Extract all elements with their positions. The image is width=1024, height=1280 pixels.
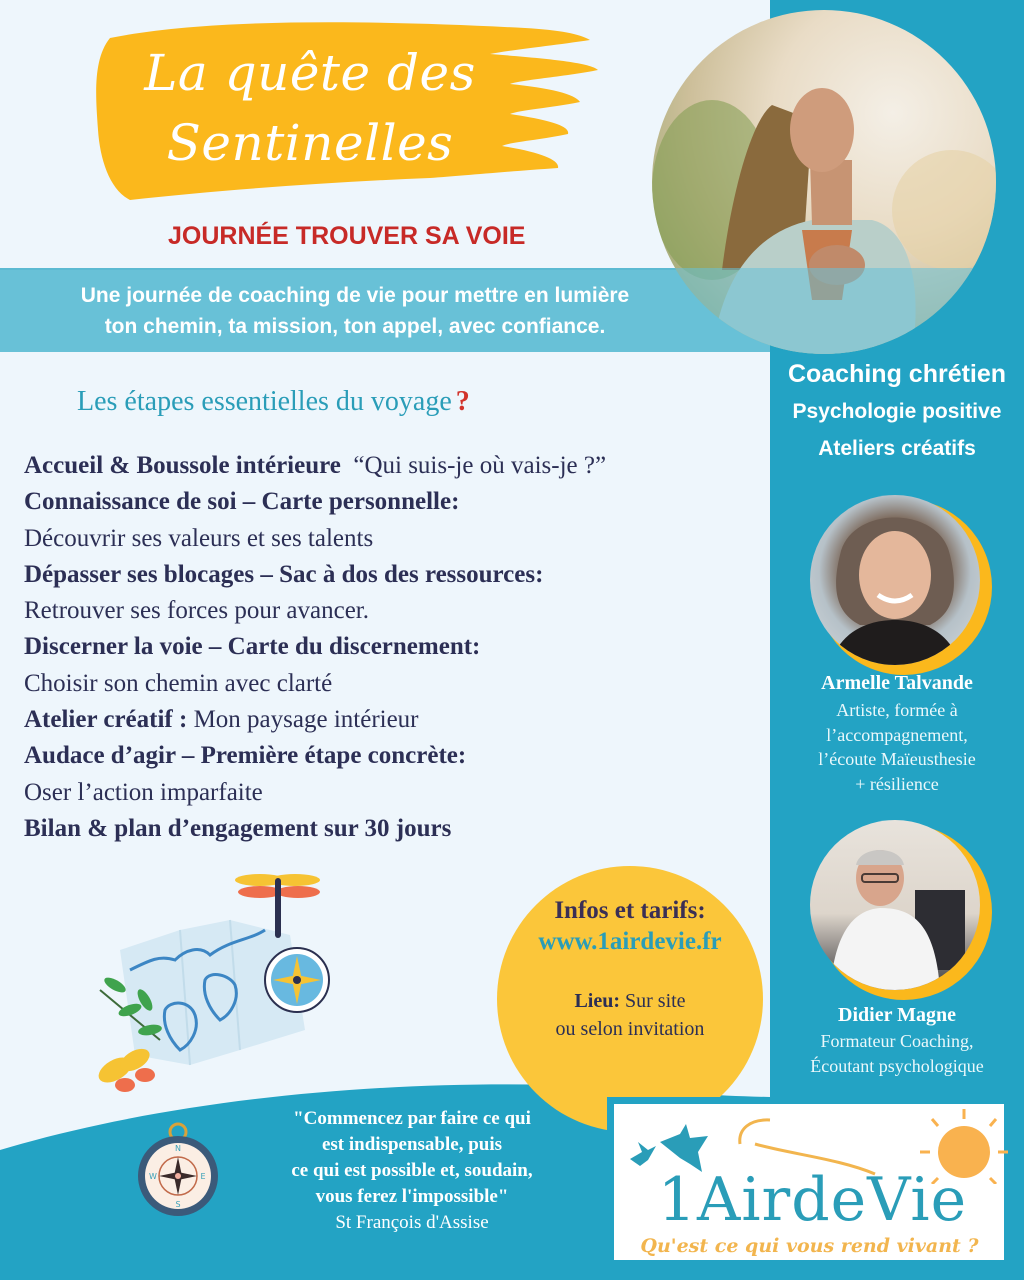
tagline-coaching: Coaching chrétien bbox=[787, 360, 1007, 388]
info-title: Infos et tarifs: bbox=[554, 897, 706, 924]
event-subtitle: JOURNÉE TROUVER SA VOIE bbox=[168, 222, 526, 250]
step-line: Connaissance de soi – Carte personnelle: bbox=[24, 488, 460, 516]
step-line: Discerner la voie – Carte du discernement: bbox=[24, 633, 481, 661]
steps-heading bbox=[77, 386, 470, 418]
step-line: Audace d’agir – Première étape concrète: bbox=[24, 742, 467, 770]
lieu-label: Lieu: bbox=[574, 990, 620, 1012]
website-link[interactable]: www.1airdevie.fr bbox=[538, 928, 722, 955]
step-line: Dépasser ses blocages – Sac à dos des ressources: bbox=[24, 560, 544, 588]
step-line: Atelier créatif : Mon paysage intérieur bbox=[24, 706, 419, 734]
intro-line1: Une journée de coaching de vie pour mettre en lumière bbox=[80, 284, 630, 307]
quote-line: vous ferez l'impossible" bbox=[315, 1186, 509, 1207]
lieu-line2: ou selon invitation bbox=[555, 1018, 705, 1040]
quote-line: est indispensable, puis bbox=[321, 1134, 503, 1155]
svg-text:W: W bbox=[149, 1172, 157, 1181]
coach-portrait-didier bbox=[810, 820, 996, 1006]
event-title-line2: Sentinelles bbox=[166, 114, 454, 172]
lieu-line1 bbox=[497, 990, 763, 1013]
svg-text:S: S bbox=[175, 1200, 181, 1209]
quote-block bbox=[262, 1106, 562, 1236]
compass-small-icon bbox=[265, 948, 329, 1012]
event-title bbox=[100, 38, 520, 178]
logo-tagline: Qu'est ce qui vous rend vivant ? bbox=[640, 1235, 979, 1257]
man-portrait-illustration bbox=[810, 820, 980, 990]
travel-map-illustration bbox=[90, 860, 340, 1100]
quote-line: "Commencez par faire ce qui bbox=[293, 1108, 531, 1129]
woman-portrait-illustration bbox=[810, 495, 980, 665]
step-line: Choisir son chemin avec clarté bbox=[24, 669, 333, 697]
steps-list bbox=[24, 448, 764, 847]
svg-text:E: E bbox=[200, 1172, 206, 1181]
svg-text:N: N bbox=[175, 1144, 181, 1153]
compass-icon bbox=[135, 1120, 221, 1220]
step-line: Bilan & plan d’engagement sur 30 jours bbox=[24, 814, 452, 842]
intro-banner-text bbox=[0, 280, 710, 342]
coach-role-armelle: Artiste, formée à l’accompagnement, l’écoute Maïeusthesie + résilience bbox=[818, 700, 976, 794]
event-title-line1: La quête des bbox=[144, 44, 476, 102]
logo-name: 1AirdeVie bbox=[657, 1165, 968, 1235]
steps-heading-text: Les étapes essentielles du voyage bbox=[77, 386, 452, 417]
quote-line: ce qui est possible et, soudain, bbox=[291, 1160, 533, 1181]
step-line: Découvrir ses valeurs et ses talents bbox=[24, 524, 374, 552]
coach-name-armelle: Armelle Talvande bbox=[821, 672, 973, 694]
question-mark: ? bbox=[455, 386, 470, 417]
step-line: Retrouver ses forces pour avancer. bbox=[24, 597, 369, 625]
lieu-value: Sur site bbox=[625, 990, 686, 1012]
tagline-ateliers: Ateliers créatifs bbox=[818, 437, 976, 460]
step-line: Accueil & Boussole intérieure “Qui suis-je où vais-je ?” bbox=[24, 452, 607, 479]
intro-line2: ton chemin, ta mission, ton appel, avec confiance. bbox=[104, 315, 606, 338]
quote-author: St François d'Assise bbox=[335, 1212, 489, 1233]
tagline-psychologie: Psychologie positive bbox=[792, 400, 1002, 423]
step-line: Oser l’action imparfaite bbox=[24, 778, 263, 806]
coach-portrait-armelle bbox=[810, 495, 996, 681]
coach-name-didier: Didier Magne bbox=[838, 1004, 956, 1026]
coach-role-didier: Formateur Coaching, Écoutant psychologique bbox=[810, 1031, 984, 1076]
